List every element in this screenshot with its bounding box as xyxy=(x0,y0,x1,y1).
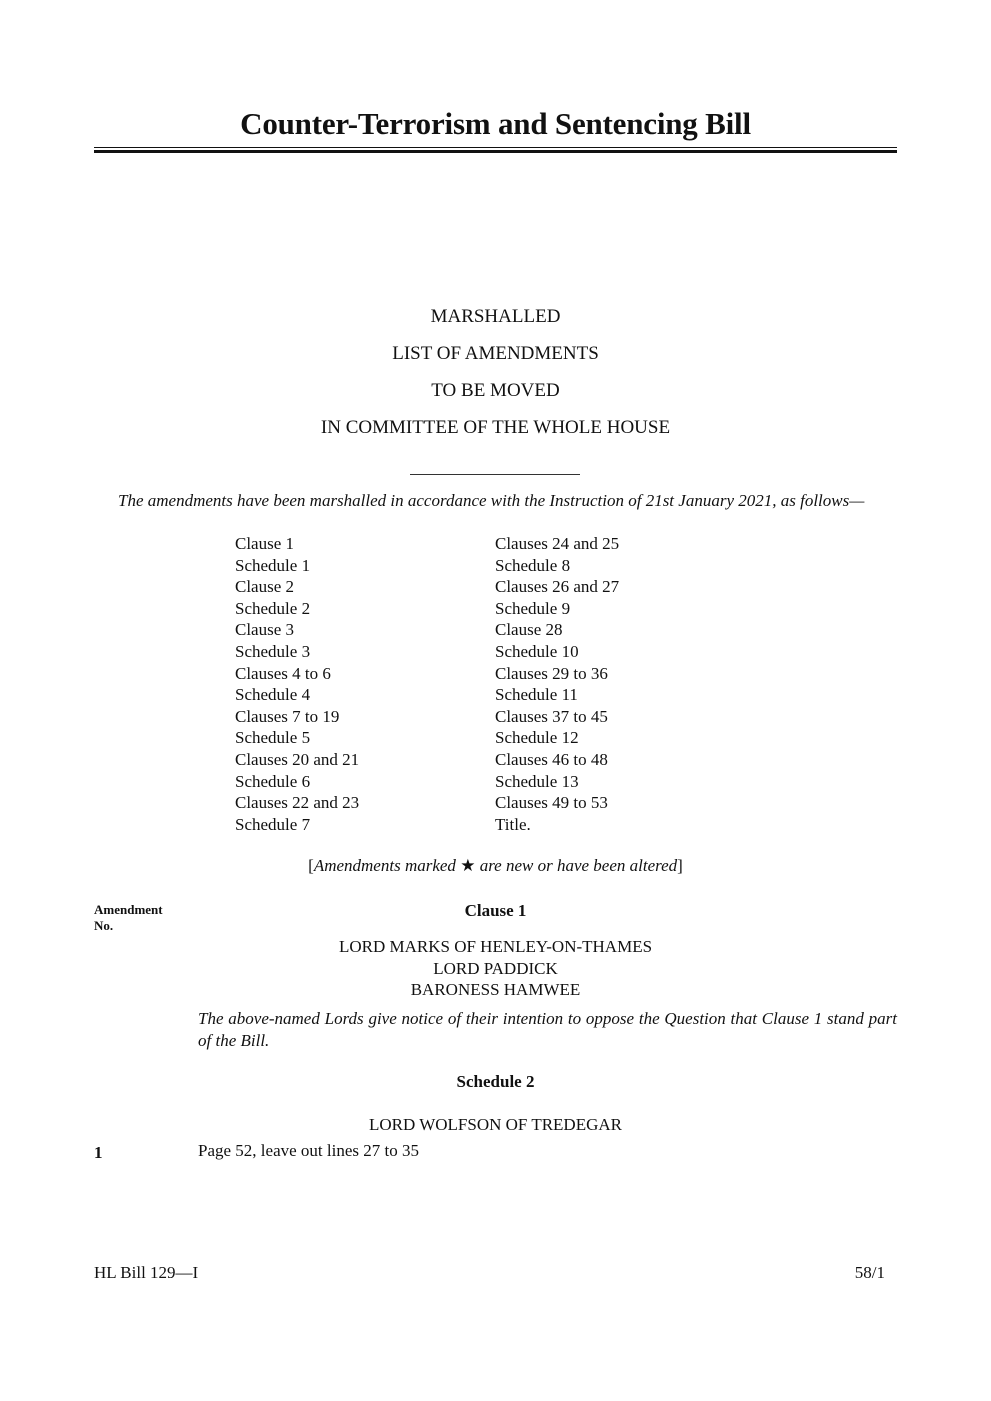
order-item: Clauses 7 to 19 xyxy=(235,706,340,726)
heading-line: MARSHALLED xyxy=(430,306,561,327)
marshalling-intro: The amendments have been marshalled in accordance with the Instruction of 21st January 2021, as follows— xyxy=(118,491,865,510)
amendment-number: 1 xyxy=(94,1143,103,1162)
oppose-notice: The above-named Lords give notice of their intention to oppose the Question that Clause 1 stand part of the Bill. xyxy=(198,1009,897,1050)
order-item: Clauses 4 to 6 xyxy=(235,663,331,683)
order-item: Clauses 22 and 23 xyxy=(235,793,360,813)
order-item: Schedule 13 xyxy=(495,771,579,791)
order-item: Schedule 4 xyxy=(235,685,311,705)
title-rule-thin xyxy=(94,147,897,148)
section-heading-clause-1: Clause 1 xyxy=(464,901,527,920)
order-item: Schedule 7 xyxy=(235,814,311,834)
title-rule-thick xyxy=(94,150,897,153)
order-item: Schedule 8 xyxy=(495,555,571,575)
order-list-right xyxy=(495,533,619,835)
heading-line: IN COMMITTEE OF THE WHOLE HOUSE xyxy=(320,417,671,438)
order-item: Schedule 6 xyxy=(235,771,311,791)
order-item: Clauses 20 and 21 xyxy=(235,749,360,769)
order-item: Clauses 26 and 27 xyxy=(495,577,620,597)
page-reference: 58/1 xyxy=(854,1263,885,1282)
order-item: Schedule 5 xyxy=(235,728,311,748)
bracket: ] xyxy=(677,856,683,875)
sponsor-name: BARONESS HAMWEE xyxy=(410,980,581,999)
label-line: Amendment xyxy=(94,902,163,917)
document-heading xyxy=(94,305,897,453)
order-item: Clauses 46 to 48 xyxy=(495,749,608,769)
heading-line: LIST OF AMENDMENTS xyxy=(392,343,599,364)
bill-reference: HL Bill 129—I xyxy=(94,1263,199,1282)
note-text: are new or have been altered xyxy=(475,856,678,875)
label-line: No. xyxy=(94,918,114,933)
order-item: Schedule 9 xyxy=(495,598,571,618)
order-item: Schedule 12 xyxy=(495,728,579,748)
bill-title: Counter-Terrorism and Sentencing Bill xyxy=(240,106,751,141)
star-icon: ★ xyxy=(460,856,476,875)
section-heading-schedule-2: Schedule 2 xyxy=(456,1072,535,1091)
note-text: Amendments marked xyxy=(313,856,461,875)
order-item: Schedule 11 xyxy=(495,685,578,705)
order-item: Schedule 3 xyxy=(235,641,311,661)
divider xyxy=(410,474,580,475)
order-item: Schedule 2 xyxy=(235,598,311,618)
order-item: Clause 2 xyxy=(235,577,295,597)
order-item: Schedule 10 xyxy=(495,641,579,661)
order-list-left xyxy=(235,533,359,835)
sponsor-names xyxy=(94,936,897,1001)
bracket: [ xyxy=(308,856,314,875)
sponsor-names xyxy=(94,1114,897,1136)
order-item: Clause 1 xyxy=(235,534,295,553)
sponsor-name: LORD WOLFSON OF TREDEGAR xyxy=(369,1115,622,1134)
sponsor-name: LORD MARKS OF HENLEY-ON-THAMES xyxy=(338,937,653,956)
sponsor-name: LORD PADDICK xyxy=(433,958,558,978)
heading-line: TO BE MOVED xyxy=(431,380,560,401)
star-note xyxy=(94,856,897,876)
order-item: Clauses 24 and 25 xyxy=(495,534,620,553)
order-item: Clause 3 xyxy=(235,620,295,640)
order-item: Clause 28 xyxy=(495,620,563,640)
order-item: Schedule 1 xyxy=(235,555,311,575)
amendment-text: Page 52, leave out lines 27 to 35 xyxy=(198,1141,419,1160)
order-item: Clauses 49 to 53 xyxy=(495,793,608,813)
order-item: Title. xyxy=(495,814,531,834)
order-item: Clauses 37 to 45 xyxy=(495,706,608,726)
order-item: Clauses 29 to 36 xyxy=(495,663,608,683)
